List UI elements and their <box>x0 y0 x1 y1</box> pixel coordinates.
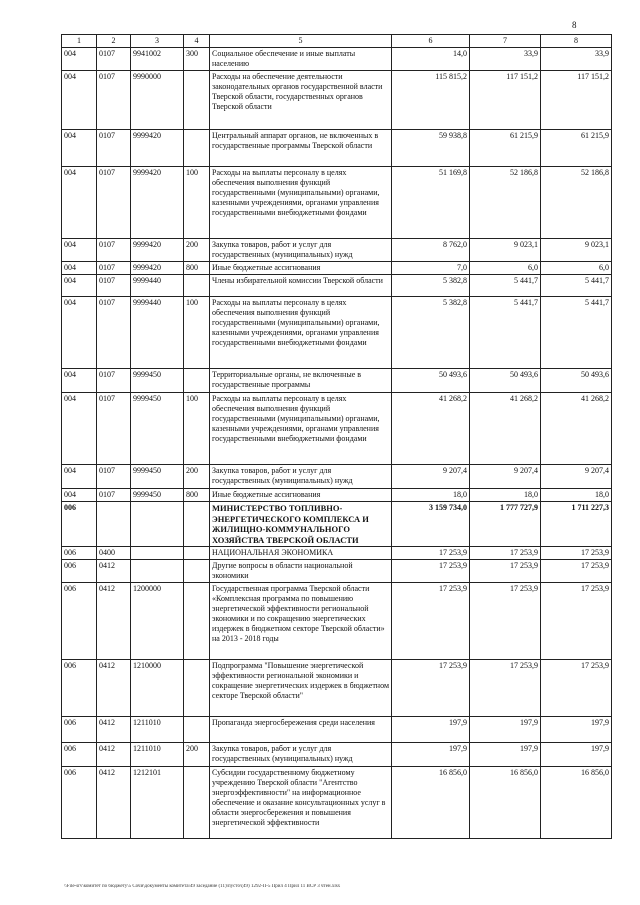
cell-target-article <box>131 502 184 547</box>
cell-description: Расходы на обеспечение деятельности законодательных органов государственной власти Тверской области, государственных органов Тверской области <box>210 71 392 130</box>
cell-description: Иные бюджетные ассигнования <box>210 262 392 275</box>
cell-section: 0412 <box>97 717 131 743</box>
table-row <box>62 262 612 275</box>
cell-section: 0412 <box>97 583 131 660</box>
cell-section: 0412 <box>97 767 131 839</box>
table-row <box>62 130 612 167</box>
cell-amount-col8: 1 711 227,3 <box>541 502 612 547</box>
cell-amount-col8: 9 207,4 <box>541 465 612 489</box>
cell-expense-type: 100 <box>184 297 210 369</box>
cell-amount-col6: 9 207,4 <box>392 465 470 489</box>
cell-description: Субсидии государственному бюджетному учреждению Тверской области "Агентство энергоэффективности" на информационное обеспечение и оказание консультационных услуг в области энергосбережения и повышения энергетической эффективности <box>210 767 392 839</box>
cell-amount-col7: 17 253,9 <box>470 583 541 660</box>
cell-amount-col7: 52 186,8 <box>470 167 541 239</box>
page-number: 8 <box>572 20 577 30</box>
budget-table <box>61 34 612 839</box>
cell-amount-col7: 6,0 <box>470 262 541 275</box>
cell-amount-col8: 5 441,7 <box>541 275 612 297</box>
cell-amount-col7: 5 441,7 <box>470 275 541 297</box>
table-row <box>62 275 612 297</box>
cell-chapter: 004 <box>62 297 97 369</box>
cell-target-article: 9999450 <box>131 369 184 393</box>
cell-chapter: 004 <box>62 130 97 167</box>
cell-amount-col6: 16 856,0 <box>392 767 470 839</box>
cell-section: 0107 <box>97 239 131 262</box>
cell-chapter: 004 <box>62 239 97 262</box>
cell-amount-col8: 17 253,9 <box>541 660 612 717</box>
cell-amount-col8: 17 253,9 <box>541 547 612 560</box>
cell-amount-col7: 17 253,9 <box>470 547 541 560</box>
cell-expense-type: 800 <box>184 262 210 275</box>
cell-section: 0107 <box>97 465 131 489</box>
cell-amount-col8: 5 441,7 <box>541 297 612 369</box>
table-row <box>62 767 612 839</box>
cell-chapter: 004 <box>62 275 97 297</box>
cell-description: Расходы на выплаты персоналу в целях обеспечения выполнения функций государственными (муниципальными) органами, казенными учреждениями, органами управления государственными внебюджетными фондами <box>210 297 392 369</box>
cell-amount-col8: 33,9 <box>541 48 612 71</box>
cell-section: 0107 <box>97 275 131 297</box>
file-path-footer: \\File-srv\комитет по бюджету\5 Сочи\документы комитета\49 заседание (11)\пусто\(49) 1292-П-5 Прил 4 Прил 11 ВСР 3 чтен.xlsx <box>64 884 341 889</box>
cell-amount-col7: 18,0 <box>470 489 541 502</box>
column-header: 3 <box>131 35 184 48</box>
cell-target-article <box>131 560 184 583</box>
cell-section: 0107 <box>97 489 131 502</box>
cell-amount-col6: 17 253,9 <box>392 560 470 583</box>
cell-chapter: 006 <box>62 502 97 547</box>
cell-target-article: 1212101 <box>131 767 184 839</box>
column-header: 7 <box>470 35 541 48</box>
table-row <box>62 502 612 547</box>
cell-amount-col8: 197,9 <box>541 717 612 743</box>
cell-chapter: 004 <box>62 369 97 393</box>
cell-section: 0107 <box>97 262 131 275</box>
cell-amount-col7: 61 215,9 <box>470 130 541 167</box>
cell-section: 0412 <box>97 743 131 767</box>
cell-expense-type: 100 <box>184 167 210 239</box>
table-row <box>62 369 612 393</box>
cell-expense-type <box>184 547 210 560</box>
cell-expense-type <box>184 71 210 130</box>
cell-description: Закупка товаров, работ и услуг для государственных (муниципальных) нужд <box>210 239 392 262</box>
cell-section: 0107 <box>97 48 131 71</box>
cell-description: Члены избирательной комиссии Тверской области <box>210 275 392 297</box>
column-header: 2 <box>97 35 131 48</box>
cell-amount-col7: 9 023,1 <box>470 239 541 262</box>
cell-expense-type <box>184 660 210 717</box>
cell-amount-col7: 16 856,0 <box>470 767 541 839</box>
cell-chapter: 004 <box>62 393 97 465</box>
cell-amount-col7: 17 253,9 <box>470 660 541 717</box>
cell-description: Социальное обеспечение и иные выплаты населению <box>210 48 392 71</box>
cell-amount-col8: 197,9 <box>541 743 612 767</box>
cell-amount-col8: 117 151,2 <box>541 71 612 130</box>
table-row <box>62 48 612 71</box>
cell-amount-col8: 41 268,2 <box>541 393 612 465</box>
cell-expense-type: 100 <box>184 393 210 465</box>
cell-chapter: 004 <box>62 48 97 71</box>
cell-description: Закупка товаров, работ и услуг для государственных (муниципальных) нужд <box>210 465 392 489</box>
cell-amount-col6: 41 268,2 <box>392 393 470 465</box>
cell-amount-col7: 197,9 <box>470 743 541 767</box>
cell-amount-col7: 1 777 727,9 <box>470 502 541 547</box>
cell-description: Закупка товаров, работ и услуг для государственных (муниципальных) нужд <box>210 743 392 767</box>
cell-section: 0107 <box>97 393 131 465</box>
cell-target-article: 9999420 <box>131 130 184 167</box>
cell-amount-col8: 17 253,9 <box>541 560 612 583</box>
cell-amount-col8: 18,0 <box>541 489 612 502</box>
cell-chapter: 006 <box>62 660 97 717</box>
cell-target-article: 9990000 <box>131 71 184 130</box>
cell-amount-col7: 9 207,4 <box>470 465 541 489</box>
cell-amount-col6: 7,0 <box>392 262 470 275</box>
cell-target-article: 9999420 <box>131 262 184 275</box>
cell-amount-col6: 5 382,8 <box>392 275 470 297</box>
cell-target-article: 9999440 <box>131 297 184 369</box>
cell-expense-type: 800 <box>184 489 210 502</box>
cell-amount-col6: 18,0 <box>392 489 470 502</box>
cell-section: 0412 <box>97 560 131 583</box>
cell-amount-col6: 5 382,8 <box>392 297 470 369</box>
cell-amount-col6: 17 253,9 <box>392 547 470 560</box>
cell-amount-col6: 51 169,8 <box>392 167 470 239</box>
column-header: 4 <box>184 35 210 48</box>
cell-description: Расходы на выплаты персоналу в целях обеспечения выполнения функций государственными (муниципальными) органами, казенными учреждениями, органами управления государственными внебюджетными фондами <box>210 393 392 465</box>
cell-chapter: 004 <box>62 262 97 275</box>
table-row <box>62 743 612 767</box>
cell-amount-col7: 17 253,9 <box>470 560 541 583</box>
cell-section: 0400 <box>97 547 131 560</box>
cell-section <box>97 502 131 547</box>
table-row <box>62 547 612 560</box>
cell-expense-type: 200 <box>184 465 210 489</box>
cell-expense-type <box>184 583 210 660</box>
table-row <box>62 660 612 717</box>
cell-description: НАЦИОНАЛЬНАЯ ЭКОНОМИКА <box>210 547 392 560</box>
cell-target-article: 9999420 <box>131 239 184 262</box>
table-header-row <box>62 35 612 48</box>
cell-target-article: 9999450 <box>131 489 184 502</box>
table-row <box>62 465 612 489</box>
table-row <box>62 393 612 465</box>
cell-amount-col8: 6,0 <box>541 262 612 275</box>
table-body <box>62 48 612 839</box>
cell-chapter: 004 <box>62 71 97 130</box>
cell-description: Иные бюджетные ассигнования <box>210 489 392 502</box>
cell-amount-col7: 5 441,7 <box>470 297 541 369</box>
cell-description: МИНИСТЕРСТВО ТОПЛИВНО-ЭНЕРГЕТИЧЕСКОГО КОМПЛЕКСА И ЖИЛИЩНО-КОММУНАЛЬНОГО ХОЗЯЙСТВА ТВЕРСКОЙ ОБЛАСТИ <box>210 502 392 547</box>
cell-target-article: 1200000 <box>131 583 184 660</box>
cell-chapter: 004 <box>62 489 97 502</box>
cell-amount-col6: 115 815,2 <box>392 71 470 130</box>
cell-section: 0107 <box>97 297 131 369</box>
cell-expense-type <box>184 560 210 583</box>
column-header: 8 <box>541 35 612 48</box>
cell-chapter: 004 <box>62 167 97 239</box>
cell-amount-col8: 17 253,9 <box>541 583 612 660</box>
cell-target-article: 1211010 <box>131 743 184 767</box>
cell-description: Другие вопросы в области национальной экономики <box>210 560 392 583</box>
cell-amount-col6: 197,9 <box>392 743 470 767</box>
cell-target-article: 9999450 <box>131 393 184 465</box>
cell-amount-col7: 33,9 <box>470 48 541 71</box>
cell-target-article: 9999450 <box>131 465 184 489</box>
cell-amount-col6: 50 493,6 <box>392 369 470 393</box>
column-header: 1 <box>62 35 97 48</box>
cell-amount-col7: 41 268,2 <box>470 393 541 465</box>
cell-amount-col8: 16 856,0 <box>541 767 612 839</box>
cell-amount-col6: 17 253,9 <box>392 583 470 660</box>
cell-description: Пропаганда энергосбережения среди населения <box>210 717 392 743</box>
cell-amount-col7: 197,9 <box>470 717 541 743</box>
cell-amount-col6: 3 159 734,0 <box>392 502 470 547</box>
cell-chapter: 006 <box>62 547 97 560</box>
cell-section: 0107 <box>97 167 131 239</box>
cell-target-article: 9941002 <box>131 48 184 71</box>
cell-expense-type <box>184 717 210 743</box>
cell-expense-type <box>184 369 210 393</box>
cell-description: Расходы на выплаты персоналу в целях обеспечения выполнения функций государственными (муниципальными) органами, казенными учреждениями, органами управления государственными внебюджетными фондами <box>210 167 392 239</box>
cell-section: 0107 <box>97 71 131 130</box>
column-header: 6 <box>392 35 470 48</box>
table-row <box>62 717 612 743</box>
cell-amount-col6: 197,9 <box>392 717 470 743</box>
cell-expense-type: 200 <box>184 239 210 262</box>
cell-amount-col6: 8 762,0 <box>392 239 470 262</box>
cell-expense-type <box>184 767 210 839</box>
table-row <box>62 489 612 502</box>
cell-section: 0107 <box>97 130 131 167</box>
cell-amount-col6: 14,0 <box>392 48 470 71</box>
cell-amount-col7: 50 493,6 <box>470 369 541 393</box>
cell-description: Подпрограмма "Повышение энергетической эффективности региональной экономики и сокращение энергетических издержек в бюджетном секторе Тверской области" <box>210 660 392 717</box>
cell-expense-type <box>184 130 210 167</box>
cell-amount-col8: 52 186,8 <box>541 167 612 239</box>
cell-chapter: 006 <box>62 560 97 583</box>
table-row <box>62 297 612 369</box>
cell-section: 0412 <box>97 660 131 717</box>
cell-chapter: 006 <box>62 743 97 767</box>
cell-amount-col6: 59 938,8 <box>392 130 470 167</box>
table-row <box>62 560 612 583</box>
cell-expense-type: 300 <box>184 48 210 71</box>
cell-chapter: 006 <box>62 767 97 839</box>
cell-description: Территориальные органы, не включенные в государственные программы <box>210 369 392 393</box>
cell-expense-type <box>184 275 210 297</box>
cell-expense-type: 200 <box>184 743 210 767</box>
cell-target-article: 9999440 <box>131 275 184 297</box>
cell-amount-col8: 50 493,6 <box>541 369 612 393</box>
cell-amount-col8: 9 023,1 <box>541 239 612 262</box>
table-row <box>62 583 612 660</box>
table-row <box>62 239 612 262</box>
cell-target-article: 9999420 <box>131 167 184 239</box>
cell-expense-type <box>184 502 210 547</box>
cell-section: 0107 <box>97 369 131 393</box>
table-row <box>62 167 612 239</box>
cell-chapter: 006 <box>62 583 97 660</box>
cell-amount-col8: 61 215,9 <box>541 130 612 167</box>
cell-target-article <box>131 547 184 560</box>
cell-target-article: 1210000 <box>131 660 184 717</box>
cell-chapter: 004 <box>62 465 97 489</box>
cell-amount-col7: 117 151,2 <box>470 71 541 130</box>
cell-chapter: 006 <box>62 717 97 743</box>
column-header: 5 <box>210 35 392 48</box>
table-row <box>62 71 612 130</box>
cell-target-article: 1211010 <box>131 717 184 743</box>
cell-description: Государственная программа Тверской области «Комплексная программа по повышению энергетической эффективности региональной экономики и по сокращению энергетических издержек в бюджетном секторе Тверской области» на 2013 - 2018 годы <box>210 583 392 660</box>
cell-description: Центральный аппарат органов, не включенных в государственные программы Тверской области <box>210 130 392 167</box>
cell-amount-col6: 17 253,9 <box>392 660 470 717</box>
